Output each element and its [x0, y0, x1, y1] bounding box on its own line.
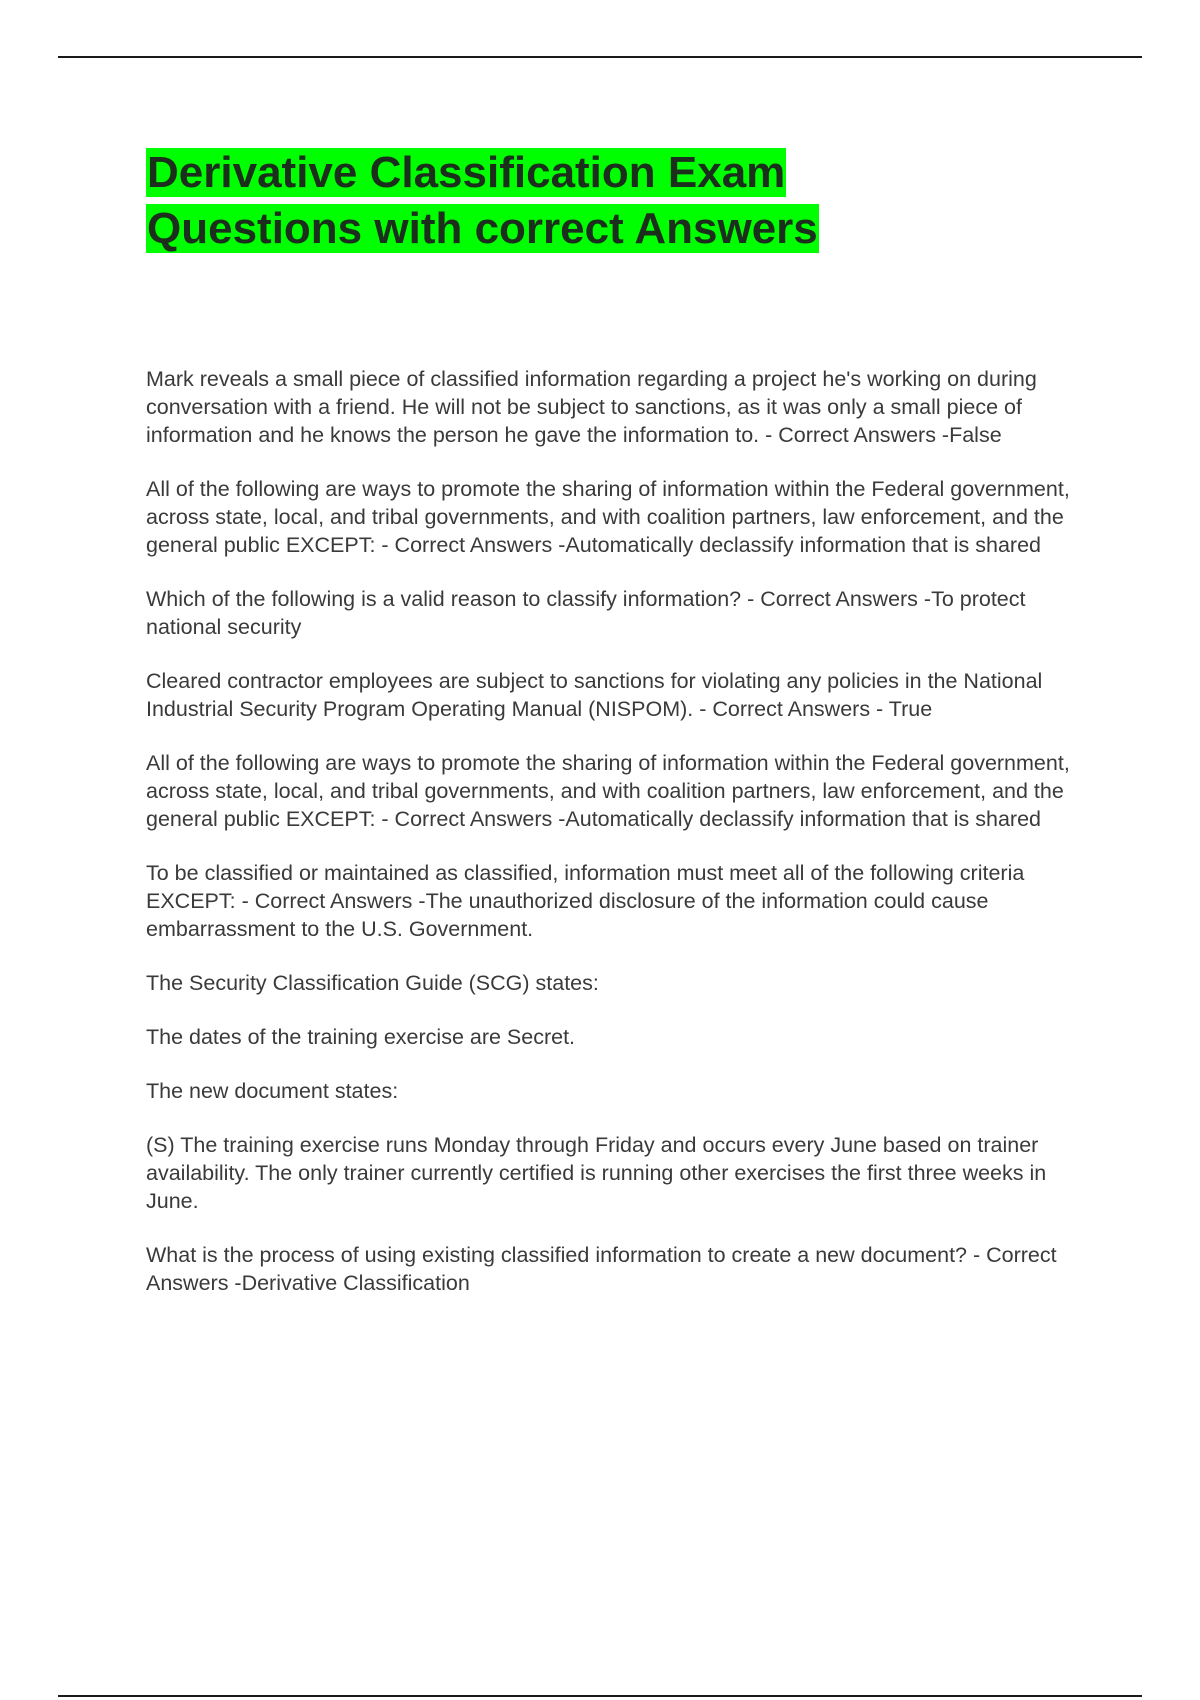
page-top-rule	[58, 56, 1142, 58]
new-document-statement: (S) The training exercise runs Monday through Friday and occurs every June based on trainer availability. The only trainer currently certified is running other exercises the first three weeks in June.	[146, 1133, 1053, 1213]
question-answer-list	[146, 365, 1096, 1297]
page-bottom-rule	[58, 1695, 1142, 1697]
new-document-intro: The new document states:	[146, 1079, 399, 1103]
question-answer-paragraph: What is the process of using existing classified information to create a new document? - Correct Answers -Derivative Classification	[146, 1243, 1062, 1295]
question-answer-paragraph: Cleared contractor employees are subject to sanctions for violating any policies in the National Industrial Security Program Operating Manual (NISPOM). - Correct Answers - True	[146, 669, 1049, 721]
document-title	[146, 145, 1096, 257]
scg-statement-intro: The Security Classification Guide (SCG) states:	[146, 971, 599, 995]
document-title-line-2: Questions with correct Answers	[147, 204, 818, 253]
scg-statement: The dates of the training exercise are Secret.	[146, 1025, 576, 1049]
question-answer-paragraph: All of the following are ways to promote the sharing of information within the Federal government, across state, local, and tribal governments, and with coalition partners, law enforcement, and the general public EXCEPT: - Correct Answers -Automatically declassify information that is shared	[146, 477, 1076, 557]
document-body	[146, 145, 1096, 1323]
question-answer-paragraph: All of the following are ways to promote the sharing of information within the Federal government, across state, local, and tribal governments, and with coalition partners, law enforcement, and the general public EXCEPT: - Correct Answers -Automatically declassify information that is shared	[146, 751, 1076, 831]
question-answer-paragraph: To be classified or maintained as classified, information must meet all of the following criteria EXCEPT: - Correct Answers -The unauthorized disclosure of the information could cause embarrassment to the U.S. Government.	[146, 861, 1031, 941]
question-answer-paragraph: Mark reveals a small piece of classified information regarding a project he's working on during conversation with a friend. He will not be subject to sanctions, as it was only a small piece of information and he knows the person he gave the information to. - Correct Answers -False	[146, 367, 1043, 447]
question-answer-paragraph: Which of the following is a valid reason to classify information? - Correct Answers -To protect national security	[146, 587, 1032, 639]
document-title-line-1: Derivative Classification Exam	[147, 148, 786, 197]
